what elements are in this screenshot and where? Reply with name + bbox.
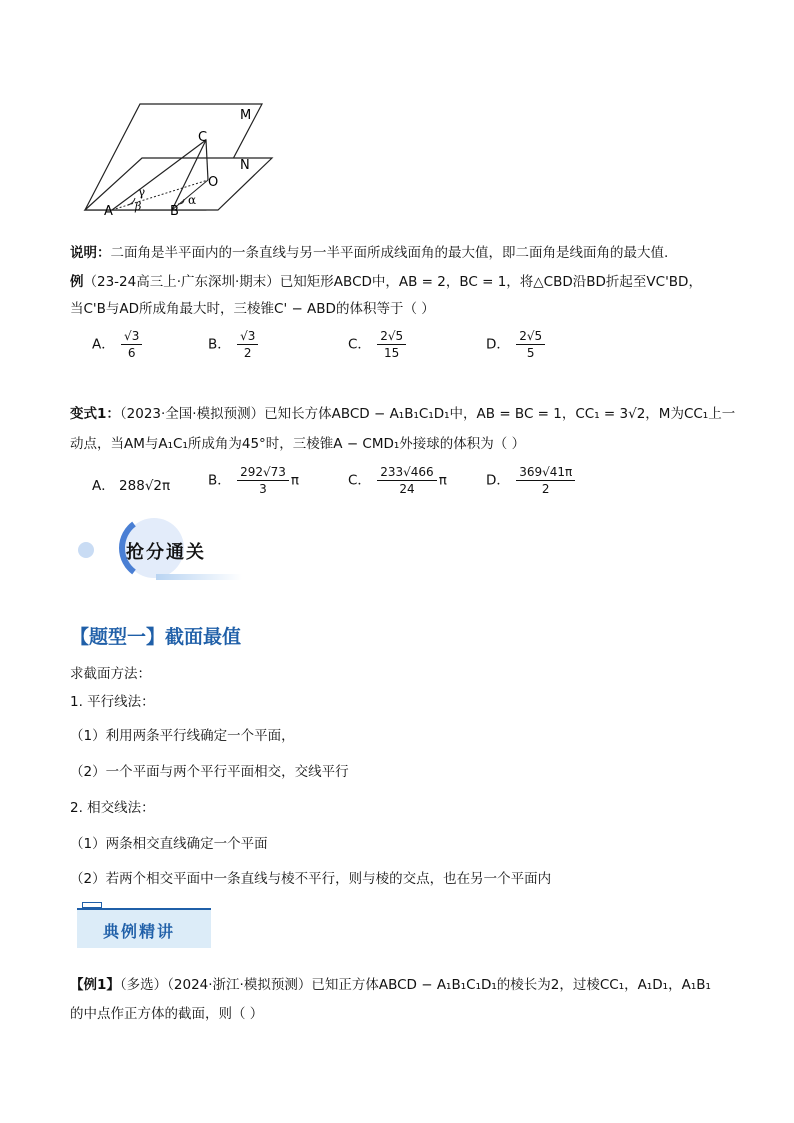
method2-title: 2. 相交线法：: [70, 800, 155, 816]
example-option-a[interactable]: [92, 330, 144, 359]
ex1-line1: [70, 973, 711, 993]
option-fraction: $\frac{369√41\pi}{2}$: [516, 466, 575, 495]
variant-option-b[interactable]: B． $\frac{292√73}{3}$ π: [208, 465, 300, 496]
option-fraction: $\frac{√3}{2}$: [237, 330, 258, 359]
note-lead: 说明：: [70, 245, 111, 261]
label-C: C: [198, 130, 208, 145]
option-letter: A．: [92, 478, 115, 494]
tab-box: [77, 908, 211, 948]
label-gamma: γ: [138, 185, 146, 199]
option-letter: C．: [348, 472, 371, 489]
example-text1: （23-24高三上·广东深圳·期末）已知矩形ABCD中，AB = 2，BC = 1，将△CBD沿BD折起至VC'BD，: [83, 274, 702, 290]
variant-line2: 动点，当AM与A₁C₁所成角为45°时，三棱锥A − CMD₁外接球的体积为（ ）: [70, 436, 526, 452]
variant-line1: [70, 402, 735, 422]
option-letter: C．: [348, 336, 371, 353]
label-beta: β: [135, 200, 142, 213]
option-fraction: $\frac{233√466}{24}$: [377, 466, 436, 495]
option-letter: B．: [208, 336, 231, 353]
label-O: O: [208, 175, 219, 190]
example-line1: [70, 270, 702, 290]
option-value: 288√2π: [119, 478, 171, 494]
variant-option-a[interactable]: [92, 474, 170, 494]
method1-item2: （2）一个平面与两个平行平面相交，交线平行: [70, 764, 349, 780]
dihedral-angle-figure: [80, 98, 280, 216]
variant-option-c[interactable]: C． $\frac{233√466}{24}$ π: [348, 465, 447, 496]
method1-item1: （1）利用两条平行线确定一个平面，: [70, 728, 295, 744]
section-title: 【题型一】截面最值: [70, 626, 242, 648]
option-letter: D．: [486, 336, 510, 353]
example-line2: 当C'B与AD所成角最大时，三棱锥C' − ABD的体积等于（ ）: [70, 301, 435, 317]
label-M: M: [240, 108, 252, 123]
ex1-text1: （多选）（2024·浙江·模拟预测）已知正方体ABCD − A₁B₁C₁D₁的棱长为2，过棱CC₁，A₁D₁，A₁B₁: [119, 977, 711, 993]
banner-title: 抢分通关: [126, 542, 206, 563]
option-fraction: $\frac{2√5}{5}$: [516, 330, 545, 359]
variant-lead: 变式1：: [70, 406, 120, 422]
label-alpha: α: [188, 193, 197, 207]
method2-item2: （2）若两个相交平面中一条直线与棱不平行，则与棱的交点，也在另一个平面内: [70, 871, 552, 887]
option-fraction: $\frac{√3}{6}$: [121, 330, 142, 359]
label-A: A: [104, 204, 113, 216]
method1-title: 1. 平行线法：: [70, 694, 155, 710]
banner: [74, 512, 244, 584]
option-letter: B．: [208, 472, 231, 489]
label-N: N: [240, 158, 250, 173]
tab-title: 典例精讲: [103, 922, 176, 941]
variant-option-d[interactable]: [486, 466, 577, 495]
note-text: 二面角是半平面内的一条直线与另一半平面所成线面角的最大值，即二面角是线面角的最大值.: [110, 245, 669, 261]
ex1-line2: 的中点作正方体的截面，则（ ）: [70, 1006, 264, 1022]
ex1-lead: 【例1】: [70, 977, 120, 993]
option-letter: D．: [486, 472, 510, 489]
section-intro: 求截面方法：: [70, 666, 151, 682]
label-B: B: [170, 204, 179, 216]
option-fraction: $\frac{292√73}{3}$: [237, 466, 289, 495]
example-option-b[interactable]: [208, 330, 260, 359]
example-lead: 例: [70, 274, 84, 290]
method2-item1: （1）两条相交直线确定一个平面: [70, 836, 268, 852]
note-line: [70, 241, 668, 261]
option-letter: A．: [92, 336, 115, 353]
example-option-d[interactable]: [486, 330, 547, 359]
option-fraction: $\frac{2√5}{15}$: [377, 330, 406, 359]
example-option-c[interactable]: [348, 330, 408, 359]
variant-text1: （2023·全国·模拟预测）已知长方体ABCD − A₁B₁C₁D₁中，AB = BC = 1，CC₁ = 3√2，M为CC₁上一: [119, 406, 736, 422]
